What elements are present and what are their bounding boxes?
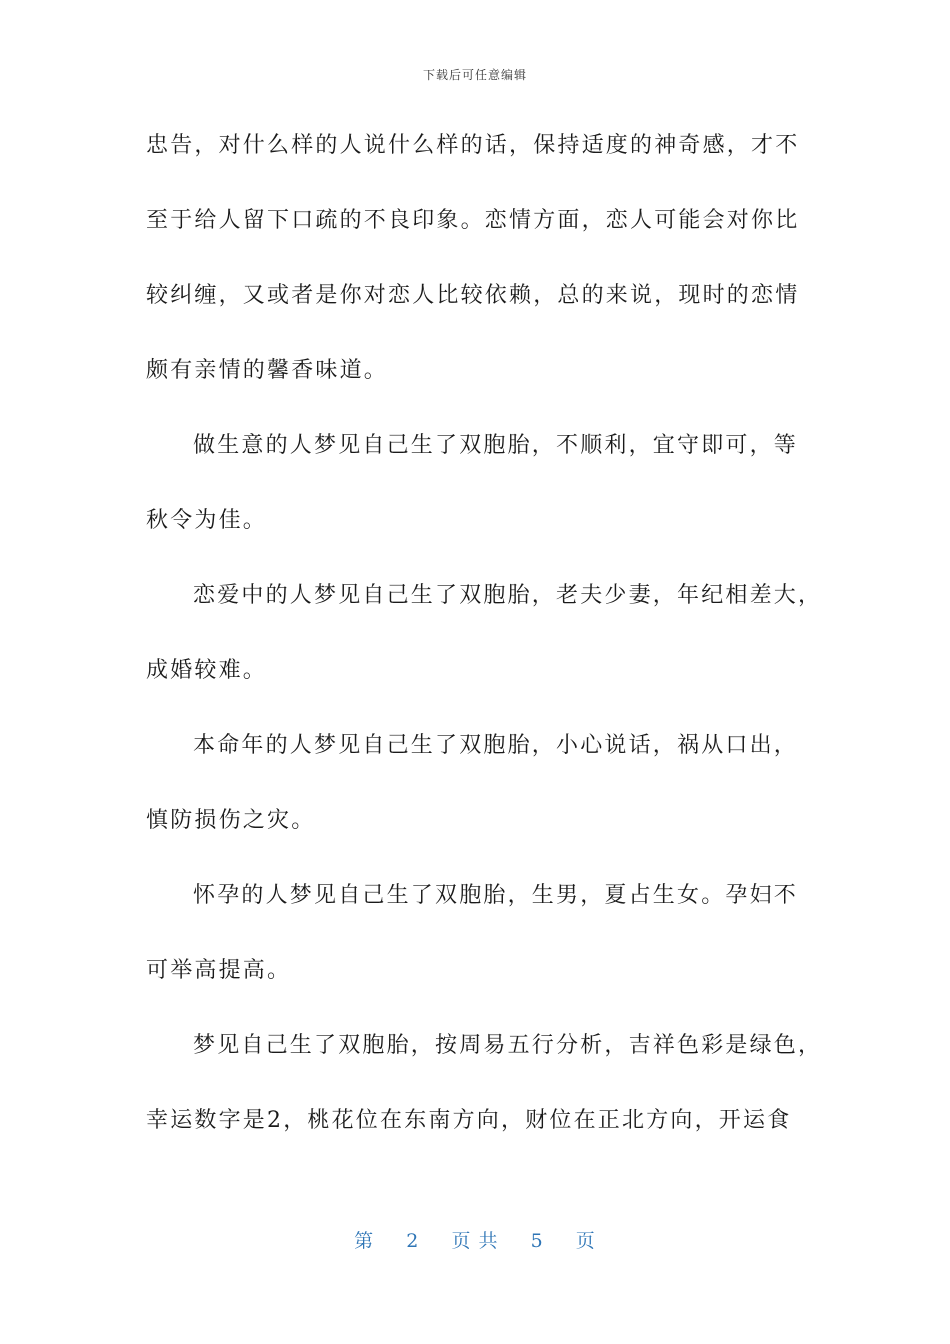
current-page-number: 2 (406, 1230, 420, 1252)
text-line: 幸运数字是2，桃花位在东南方向，财位在正北方向，开运食 (146, 1108, 792, 1133)
paragraph-first-line: 做生意的人梦见自己生了双胞胎，不顺利，宜守即可，等 (193, 433, 799, 458)
footer-suffix: 页 (575, 1230, 596, 1252)
page-header: 下载后可任意编辑 (422, 68, 527, 82)
text-line: 秋令为佳。 (146, 508, 268, 533)
paragraph-first-line: 恋爱中的人梦见自己生了双胞胎，老夫少妻，年纪相差大， (193, 583, 823, 608)
text-line: 慎防损伤之灾。 (146, 808, 316, 833)
text-line: 忠告，对什么样的人说什么样的话，保持适度的神奇感，才不 (146, 133, 800, 158)
total-pages-number: 5 (530, 1230, 544, 1252)
text-line: 可举高提高。 (146, 958, 292, 983)
paragraph-first-line: 本命年的人梦见自己生了双胞胎，小心说话，祸从口出， (193, 733, 799, 758)
text-line: 较纠缠，又或者是你对恋人比较依赖，总的来说，现时的恋情 (146, 283, 800, 308)
footer-middle: 页 共 (451, 1230, 499, 1252)
text-line: 成婚较难。 (146, 658, 268, 683)
paragraph-first-line: 怀孕的人梦见自己生了双胞胎，生男，夏占生女。孕妇不 (193, 883, 799, 908)
paragraph-first-line: 梦见自己生了双胞胎，按周易五行分析，吉祥色彩是绿色， (193, 1033, 823, 1058)
text-line: 颇有亲情的馨香味道。 (146, 358, 389, 383)
footer-prefix: 第 (354, 1230, 375, 1252)
document-body (146, 118, 823, 1168)
page-footer (0, 1226, 950, 1253)
text-line: 至于给人留下口疏的不良印象。恋情方面，恋人可能会对你比 (146, 208, 800, 233)
